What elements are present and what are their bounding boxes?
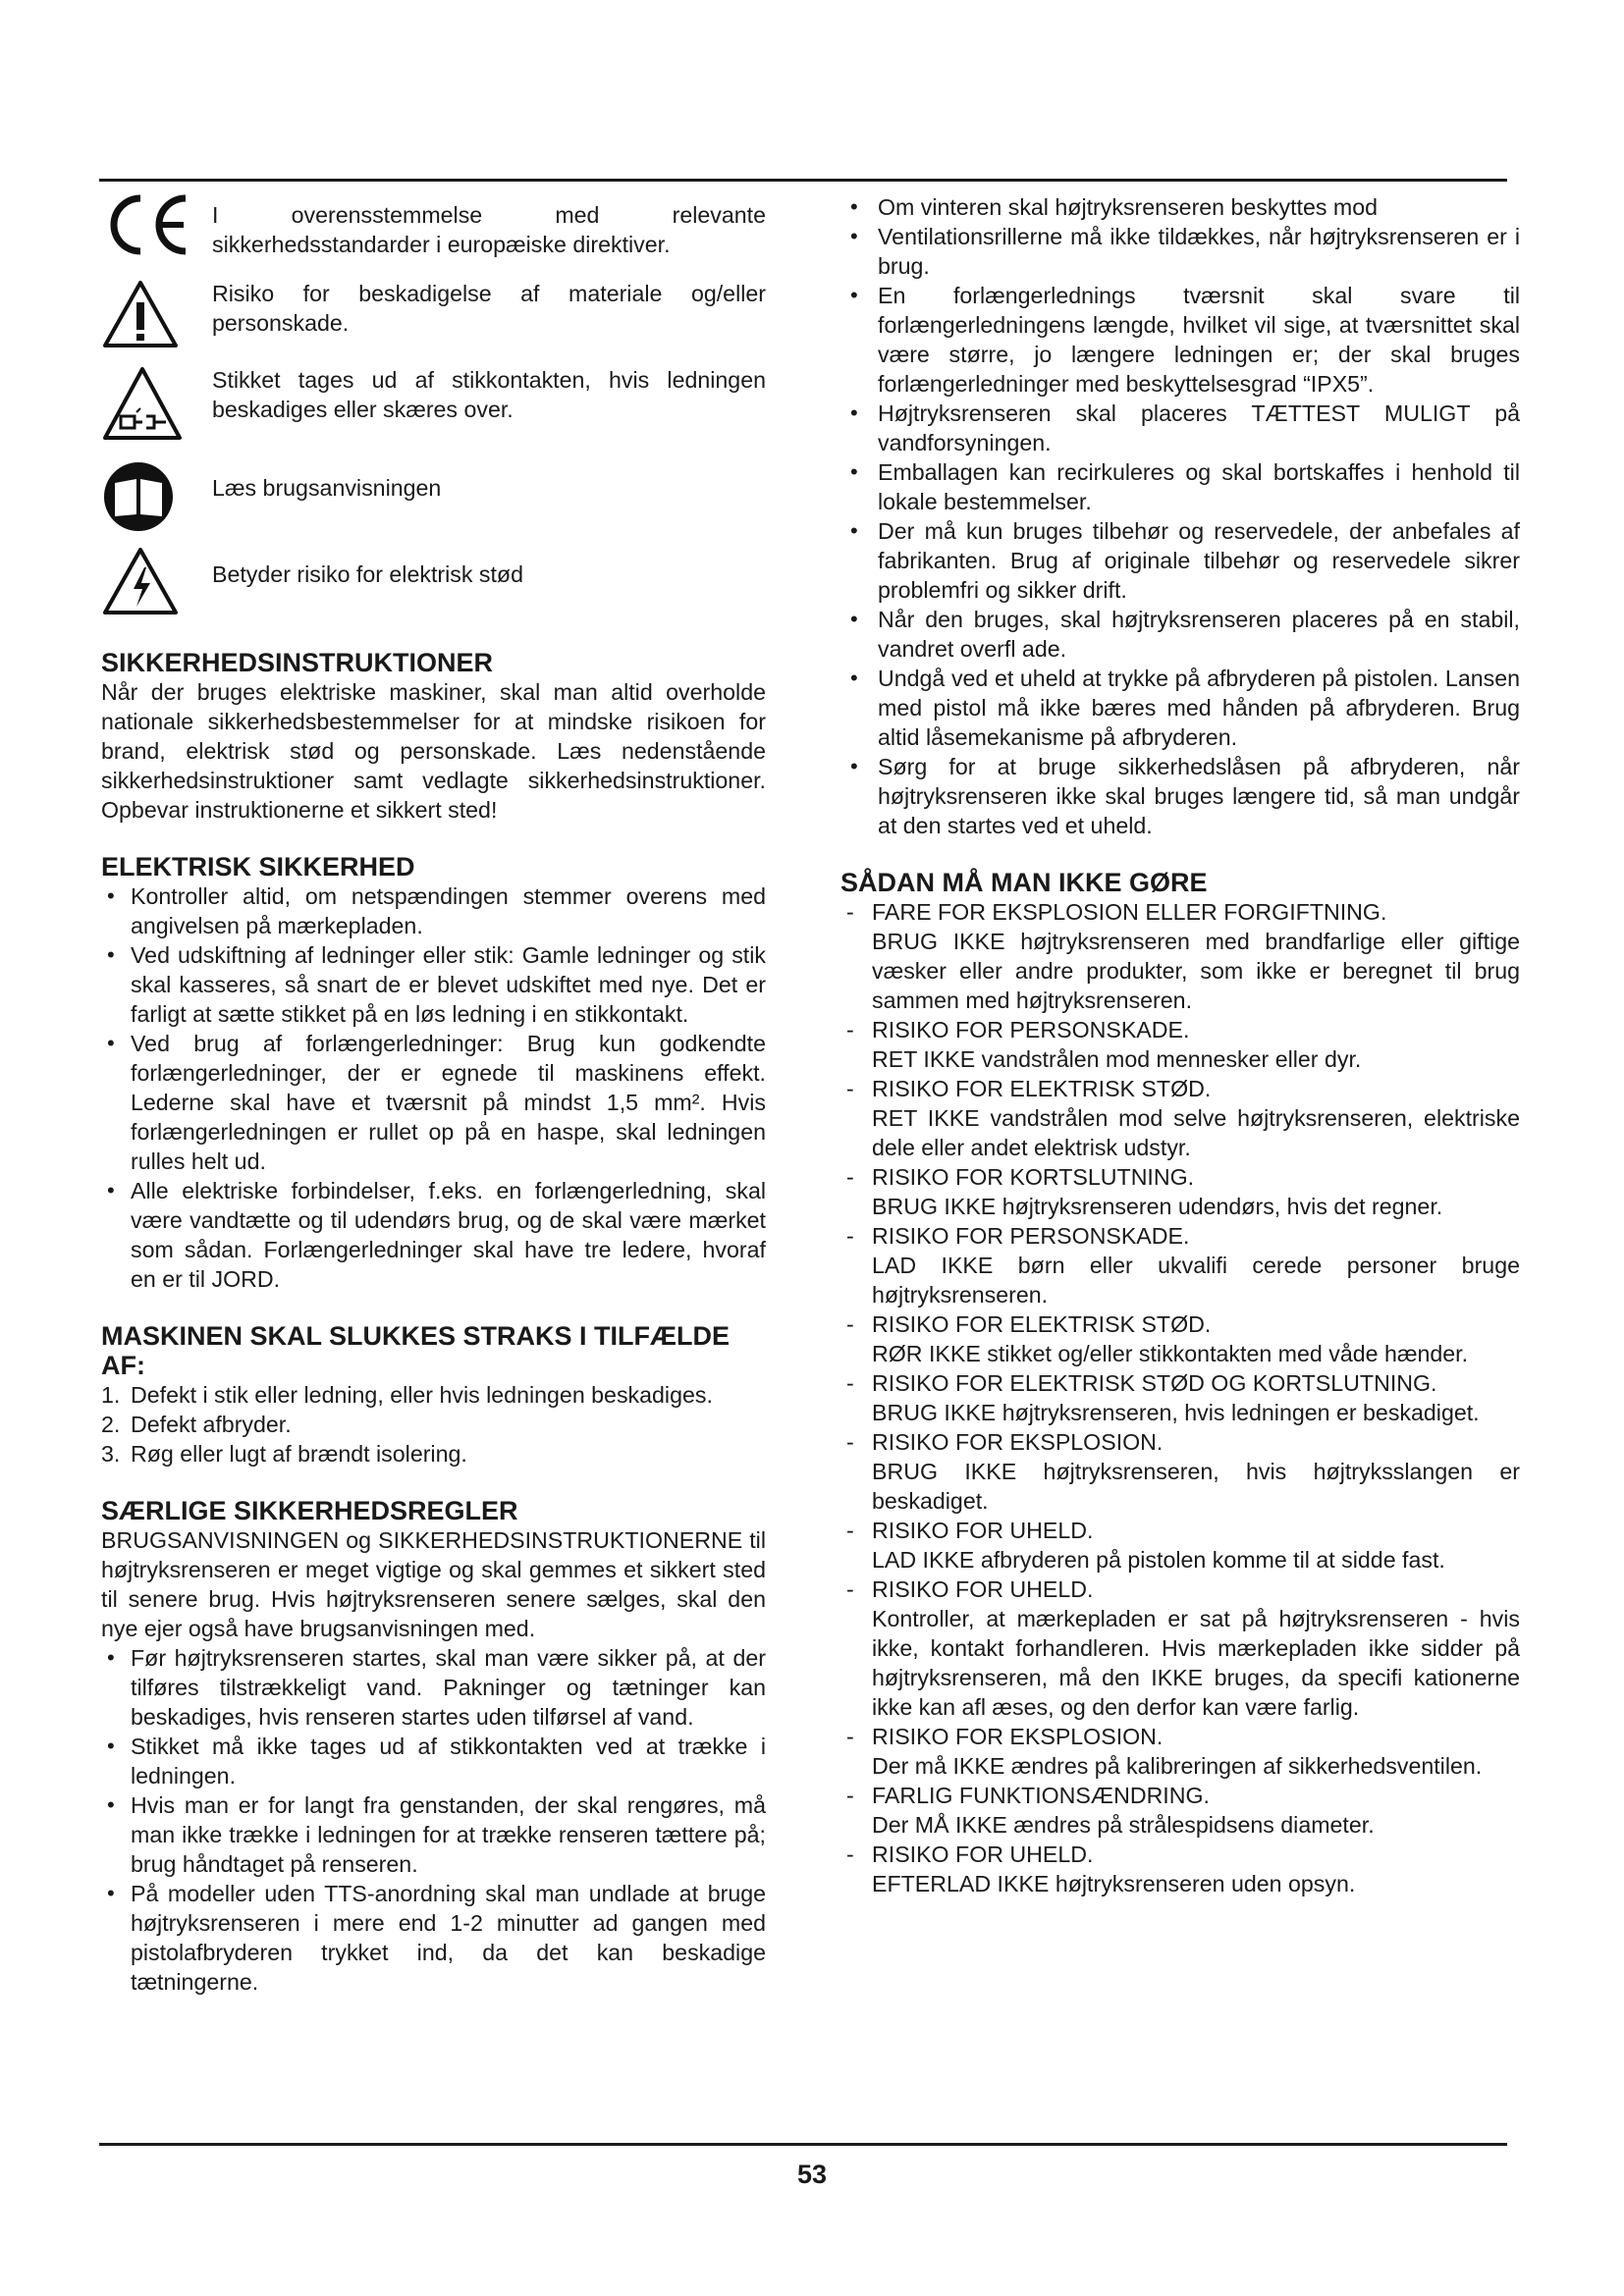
shutdown-heading: MASKINEN SKAL SLUKKES STRAKS I TILFÆLDE AF: [101,1321,731,1380]
list-item: • Der må kun bruges tilbehør og reservedele, der anbefales af fabrikanten. Brug af originale tilbehør og reservedele sikrer problemfri og sikker drift. [840,516,1520,605]
warning-text: LAD IKKE børn eller ukvalifi cerede personer bruge højtryksrenseren. [872,1253,1520,1308]
list-item [101,1380,766,1410]
list-item [840,1840,1520,1898]
list-item: • Ventilationsrillerne må ikke tildækkes, når højtryksrenseren er i brug. [840,222,1520,281]
list-item: • Højtryksrenseren skal placeres TÆTTEST MULIGT på vandforsyningen. [840,399,1520,457]
warning-title: - RISIKO FOR UHELD. [872,1518,1094,1543]
symbol-text-unplug: Stikket tages ud af stikkontakten, hvis ledningen beskadiges eller skæres over. [212,367,766,422]
warning-text: BRUG IKKE højtryksrenseren, hvis ledningen er beskadiget. [872,1400,1480,1425]
safety-heading: SIKKERHEDSINSTRUKTIONER [101,648,494,677]
list-item: • Hvis man er for langt fra genstanden, der skal rengøres, må man ikke trække i ledningen for at trække renseren tættere på; brug håndtaget på renseren. [101,1790,766,1879]
manual-book-icon [101,459,176,534]
left-column [101,192,766,1997]
unplug-warning-icon [101,365,184,444]
list-item: • Undgå ved et uheld at trykke på afbryderen på pistolen. Lansen med pistol må ikke bæres med hånden på afbryderen. Brug altid låsemekanisme på afbryderen. [840,664,1520,752]
special-heading: SÆRLIGE SIKKERHEDSREGLER [101,1496,518,1525]
warning-text: Der MÅ IKKE ændres på strålespidsens diameter. [872,1812,1375,1838]
warning-text: BRUG IKKE højtryksrenseren, hvis højtryksslangen er beskadiget. [872,1459,1520,1514]
warning-triangle-icon [101,279,180,349]
symbol-row-manual [101,459,766,536]
warning-title: - RISIKO FOR EKSPLOSION. [872,1429,1164,1455]
list-item [101,1410,766,1439]
list-item [840,1427,1520,1516]
page-number: 53 [796,2160,828,2189]
warning-title: - FARE FOR EKSPLOSION ELLER FORGIFTNING. [872,899,1387,925]
item-number: 3. [101,1441,121,1467]
special-body: BRUGSANVISNINGEN og SIKKERHEDSINSTRUKTIONERNE til højtryksrenseren er meget vigtige og skal gemmes et sikkert sted til senere brug. Hvis højtryksrenseren senere sælges, skal den nye ejer også have brugsanvisningen med. [101,1527,766,1641]
warning-text: BRUG IKKE højtryksrenseren med brandfarlige eller giftige væsker eller andre produkter, som ikke er beregnet til brug sammen med højtryksrenseren. [872,929,1520,1013]
item-number: 1. [101,1382,121,1408]
warning-text: RET IKKE vandstrålen mod selve højtryksrenseren, elektriske dele eller andet elektrisk udstyr. [872,1105,1520,1160]
list-item [840,1074,1520,1162]
item-text: Defekt i stik eller ledning, eller hvis ledningen beskadiges. [131,1382,713,1408]
warning-title: - RISIKO FOR ELEKTRISK STØD. [872,1311,1212,1337]
symbol-row-unplug [101,365,766,450]
list-item: • En forlængerlednings tværsnit skal svare til forlængerledningens længde, hvilket vil sige, at tværsnittet skal være større, jo længere ledningen er; der skal bruges forlængerledninger med beskyttelsesgrad “IPX5”. [840,281,1520,399]
list-item [840,1368,1520,1427]
right-column [840,192,1520,1898]
list-item: • Emballagen kan recirkuleres og skal bortskaffes i henhold til lokale bestemmelser. [840,457,1520,516]
warning-title: - FARLIG FUNKTIONSÆNDRING. [872,1783,1210,1808]
item-text: Røg eller lugt af brændt isolering. [131,1441,467,1467]
list-item: • Om vinteren skal højtryksrenseren beskyttes mod [840,192,1520,222]
list-item [840,1575,1520,1722]
donts-heading: SÅDAN MÅ MAN IKKE GØRE [840,868,1208,897]
warning-title: - RISIKO FOR KORTSLUTNING. [872,1164,1195,1190]
list-item [840,1221,1520,1309]
electric-shock-icon [101,546,180,616]
list-item [840,897,1520,1015]
warning-title: - RISIKO FOR EKSPLOSION. [872,1724,1164,1749]
list-item [840,1309,1520,1368]
warning-text: EFTERLAD IKKE højtryksrenseren uden opsyn. [872,1871,1356,1896]
list-item: • Kontroller altid, om netspændingen stemmer overens med angivelsen på mærkepladen. [101,881,766,940]
section-shutdown [101,1321,766,1468]
section-safety [101,648,766,825]
list-item [840,1162,1520,1221]
list-item: • På modeller uden TTS-anordning skal man undlade at bruge højtryksrenseren i mere end 1-2 minutter ad gangen med pistolafbryderen trykket ind, da det kan beskadige tætningerne. [101,1879,766,1997]
list-item [840,1781,1520,1840]
list-item [840,1516,1520,1575]
warning-text: Der må IKKE ændres på kalibreringen af sikkerhedsventilen. [872,1753,1483,1779]
warning-title: - RISIKO FOR PERSONSKADE. [872,1223,1190,1249]
symbol-text-manual: Læs brugsanvisningen [212,475,442,501]
warning-text: RET IKKE vandstrålen mod mennesker eller dyr. [872,1046,1362,1072]
symbol-text-warning: Risiko for beskadigelse af materiale og/eller personskade. [212,281,766,336]
symbol-row-ce [101,192,766,269]
list-item: • Ved brug af forlængerledninger: Brug kun godkendte forlængerledninger, der er egnede til maskinens effekt. Lederne skal have et tværsnit på mindst 1,5 mm². Hvis forlængerledningen er rullet op på en haspe, skal ledningen rulles helt ud. [101,1029,766,1176]
safety-body: Når der bruges elektriske maskiner, skal man altid overholde nationale sikkerhedsbestemmelser for at mindske risikoen for brand, elektrisk stød og personskade. Læs nedenstående sikkerhedsinstruktioner samt vedlagte sikkerhedsinstruktioner. Opbevar instruktionerne et sikkert sted! [101,679,766,823]
symbol-row-warning [101,279,766,355]
item-text: Defekt afbryder. [131,1412,292,1437]
bottom-rule [99,2143,1507,2146]
section-electrical [101,852,766,1294]
section-special [101,1496,766,1997]
symbol-text-ce: I overensstemmelse med relevante sikkerhedsstandarder i europæiske direktiver. [212,202,766,257]
donts-list [840,897,1520,1898]
special-rules-continued [840,192,1520,840]
warning-text: BRUG IKKE højtryksrenseren udendørs, hvis det regner. [872,1194,1443,1219]
symbol-row-shock [101,546,766,624]
warning-title: - RISIKO FOR UHELD. [872,1842,1094,1867]
warning-text: RØR IKKE stikket og/eller stikkontakten med våde hænder. [872,1341,1469,1366]
warning-text: LAD IKKE afbryderen på pistolen komme til at sidde fast. [872,1547,1445,1573]
list-item [101,1439,766,1468]
section-donts [840,868,1520,1898]
list-item: • Når den bruges, skal højtryksrenseren placeres på en stabil, vandret overfl ade. [840,605,1520,664]
list-item [840,1722,1520,1781]
list-item: • Alle elektriske forbindelser, f.eks. en forlængerledning, skal være vandtætte og til udendørs brug, og de skal være mærket som sådan. Forlængerledninger skal have tre ledere, hvoraf en er til JORD. [101,1176,766,1294]
electrical-heading: ELEKTRISK SIKKERHED [101,852,415,881]
warning-title: - RISIKO FOR PERSONSKADE. [872,1017,1190,1042]
item-number: 2. [101,1412,121,1437]
list-item: • Før højtryksrenseren startes, skal man være sikker på, at der tilføres tilstrækkeligt vand. Pakninger og tætninger kan beskadiges, hvis renseren startes uden tilførsel af vand. [101,1643,766,1732]
list-item [840,1015,1520,1074]
list-item: • Sørg for at bruge sikkerhedslåsen på afbryderen, når højtryksrenseren ikke skal bruges længere tid, så man undgår at den startes ved et uheld. [840,752,1520,840]
warning-text: Kontroller, at mærkepladen er sat på højtryksrenseren - hvis ikke, kontakt forhandleren. Hvis mærkepladen ikke sidder på højtryksrenseren, må den IKKE bruges, da specifi kationerne ikke kan afl æses, og den derfor kan være farlig. [872,1606,1520,1720]
warning-title: - RISIKO FOR UHELD. [872,1576,1094,1602]
warning-title: - RISIKO FOR ELEKTRISK STØD OG KORTSLUTNING. [872,1370,1437,1396]
symbol-text-shock: Betyder risiko for elektrisk stød [212,561,523,587]
ce-mark-icon [101,192,191,257]
list-item: • Ved udskiftning af ledninger eller stik: Gamle ledninger og stik skal kasseres, så snart de er blevet udskiftet med nye. Det er farligt at sætte stikket på en løs ledning i en stikkontakt. [101,940,766,1029]
warning-title: - RISIKO FOR ELEKTRISK STØD. [872,1076,1212,1101]
top-rule [99,179,1507,182]
list-item: • Stikket må ikke tages ud af stikkontakten ved at trække i ledningen. [101,1732,766,1790]
